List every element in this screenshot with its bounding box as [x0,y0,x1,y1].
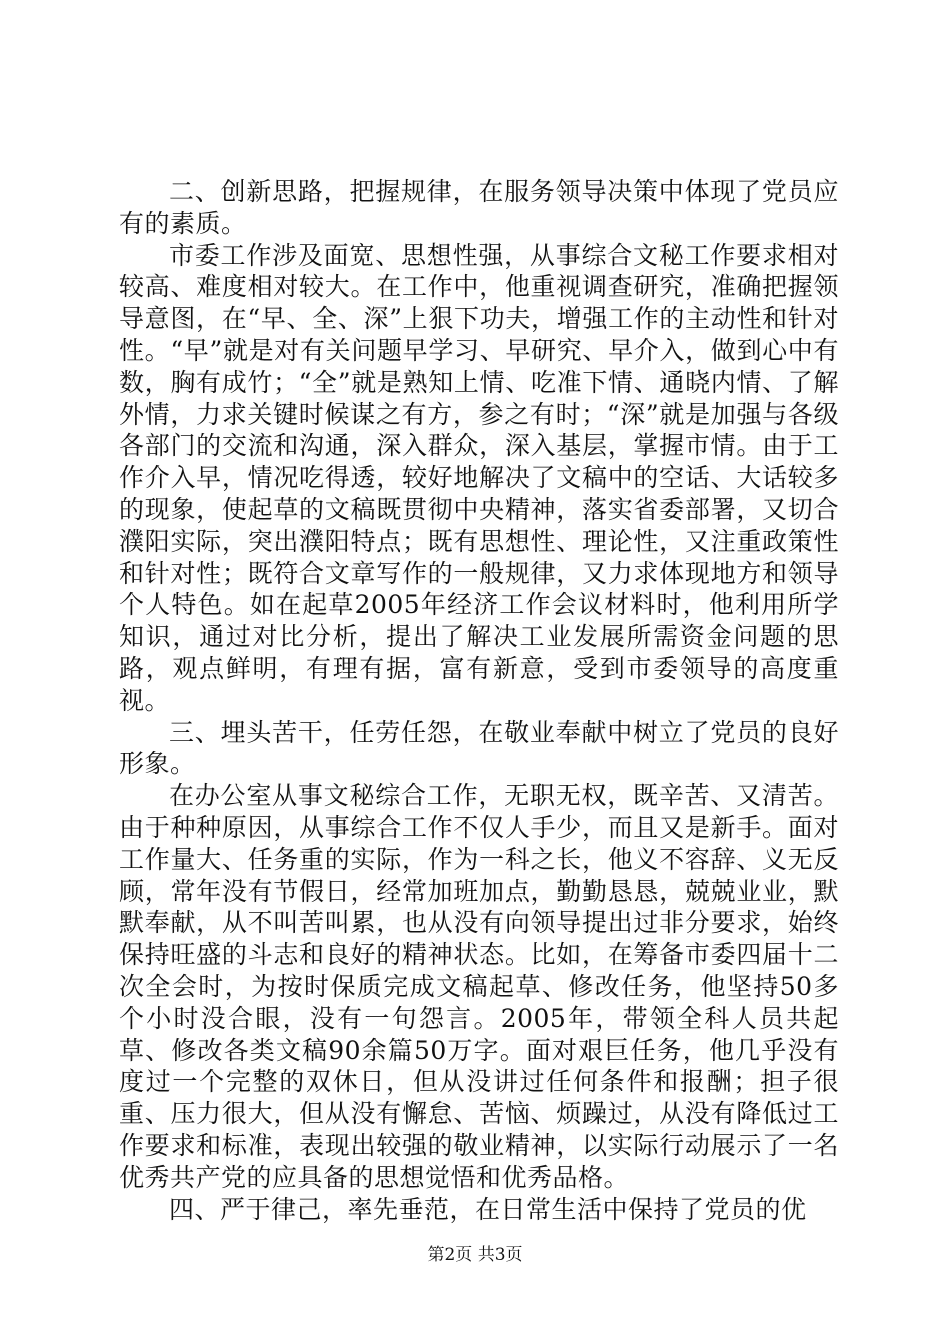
section-heading-4: 四、严于律己，率先垂范，在日常生活中保持了党员的优 [169,1194,807,1224]
body-paragraph: 在办公室从事文秘综合工作，无职无权，既辛苦、又清苦。由于种种原因，从事综合工作不仅人手少，而且又是新手。面对工作量大、任务重的实际，作为一科之长，他义不容辞、义无反顾，常年没有节假日，经常加班加点，勤勤恳恳，兢兢业业，默默奉献，从不叫苦叫累，也从没有向领导提出过非分要求，始终保持旺盛的斗志和良好的精神状态。比如，在筹备市委四届十二次全会时，为按时保质完成文稿起草、修改任务，他坚持50多个小时没合眼，没有一句怨言。2005年，带领全科人员共起草、修改各类文稿90余篇50万字。面对艰巨任务，他几乎没有度过一个完整的双休日，但从没讲过任何条件和报酬；担子很重、压力很大，但从没有懈怠、苦恼、烦躁过，从没有降低过工作要求和标准，表现出较强的敬业精神，以实际行动展示了一名优秀共产党的应具备的思想觉悟和优秀品格。 [119,781,839,1192]
page-number-footer: 第2页 共3页 [427,1245,523,1265]
document-body [119,176,839,1225]
section-heading-2: 二、创新思路，把握规律，在服务领导决策中体现了党员应有的素质。 [119,177,839,238]
section-heading-3: 三、埋头苦干，任劳任怨，在敬业奉献中树立了党员的良好形象。 [119,717,839,779]
body-paragraph: 市委工作涉及面宽、思想性强，从事综合文秘工作要求相对较高、难度相对较大。在工作中，他重视调查研究，准确把握领导意图，在“早、全、深”上狠下功夫，增强工作的主动性和针对性。“早”就是对有关问题早学习、早研究、早介入，做到心中有数，胸有成竹；“全”就是熟知上情、吃准下情、通晓内情、了解外情，力求关键时候谋之有方，参之有时；“深”就是加强与各级各部门的交流和沟通，深入群众，深入基层，掌握市情。由于工作介入早，情况吃得透，较好地解决了文稿中的空话、大话较多的现象，使起草的文稿既贯彻中央精神，落实省委部署，又切合濮阳实际，突出濮阳特点；既有思想性、理论性，又注重政策性和针对性；既符合文章写作的一般规律，又力求体现地方和领导个人特色。如在起草2005年经济工作会议材料时，他利用所学知识，通过对比分析，提出了解决工业发展所需资金问题的思路，观点鲜明，有理有据，富有新意，受到市委领导的高度重视。 [119,240,839,715]
